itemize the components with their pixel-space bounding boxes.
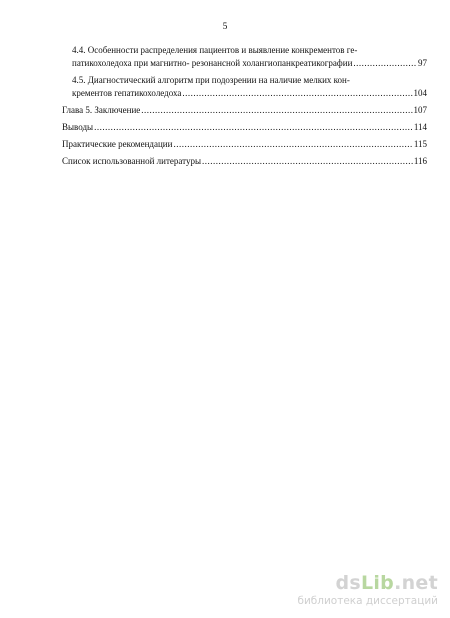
toc-page-number: 107	[413, 105, 427, 115]
watermark-logo	[258, 572, 438, 594]
toc-entry-4-5[interactable]	[62, 74, 427, 100]
toc-entry-text: крементов гепатикохоледоха	[72, 88, 182, 98]
toc-page-number: 97	[418, 58, 427, 68]
toc-entry-recommendations[interactable]	[62, 138, 427, 151]
toc-entry-text: Выводы	[62, 122, 94, 132]
toc-entry-leader-line	[62, 104, 427, 117]
toc-entry-leader-line	[62, 121, 427, 134]
toc-entry-references[interactable]	[62, 155, 427, 168]
dot-leader	[94, 121, 413, 134]
dot-leader	[173, 138, 412, 151]
toc-entry-leader-line	[62, 138, 427, 151]
toc-entry-conclusions[interactable]	[62, 121, 427, 134]
toc-entry-4-4[interactable]	[62, 44, 427, 70]
dot-leader	[202, 155, 413, 168]
toc-entry-chapter-5[interactable]	[62, 104, 427, 117]
toc-entry-leader-line	[62, 155, 427, 168]
watermark-logo-part: Lib	[360, 572, 395, 594]
page-number: 5	[222, 22, 228, 32]
toc-page-number: 116	[413, 156, 427, 166]
toc-page-number: 114	[413, 122, 427, 132]
toc-entry-text: Практические рекомендации	[62, 139, 173, 149]
toc-entry-text: Список использованной литературы	[62, 156, 202, 166]
toc-page-number: 104	[413, 88, 427, 98]
toc-entry-text: Глава 5. Заключение	[62, 105, 141, 115]
toc-page-number: 115	[413, 139, 427, 149]
watermark	[258, 572, 438, 608]
toc-entry-leader-line	[72, 87, 427, 100]
toc-entry-leader-line	[72, 57, 427, 70]
toc-entry-text: 4.5. Диагностический алгоритм при подозрении на наличие мелких кон-	[72, 75, 350, 85]
dot-leader	[353, 57, 417, 70]
dot-leader	[182, 87, 412, 100]
watermark-tagline: библиотека диссертаций	[297, 595, 438, 607]
toc-entry-text: 4.4. Особенности распределения пациентов и выявление конкрементов ге-	[72, 45, 358, 55]
dot-leader	[141, 104, 412, 117]
toc-entry-text: патикохоледоха при магнитно- резонансной холангиопанкреатикографии	[72, 58, 353, 68]
table-of-contents	[62, 44, 427, 172]
watermark-logo-part: ds	[335, 572, 361, 594]
watermark-logo-part: .net	[394, 572, 438, 594]
